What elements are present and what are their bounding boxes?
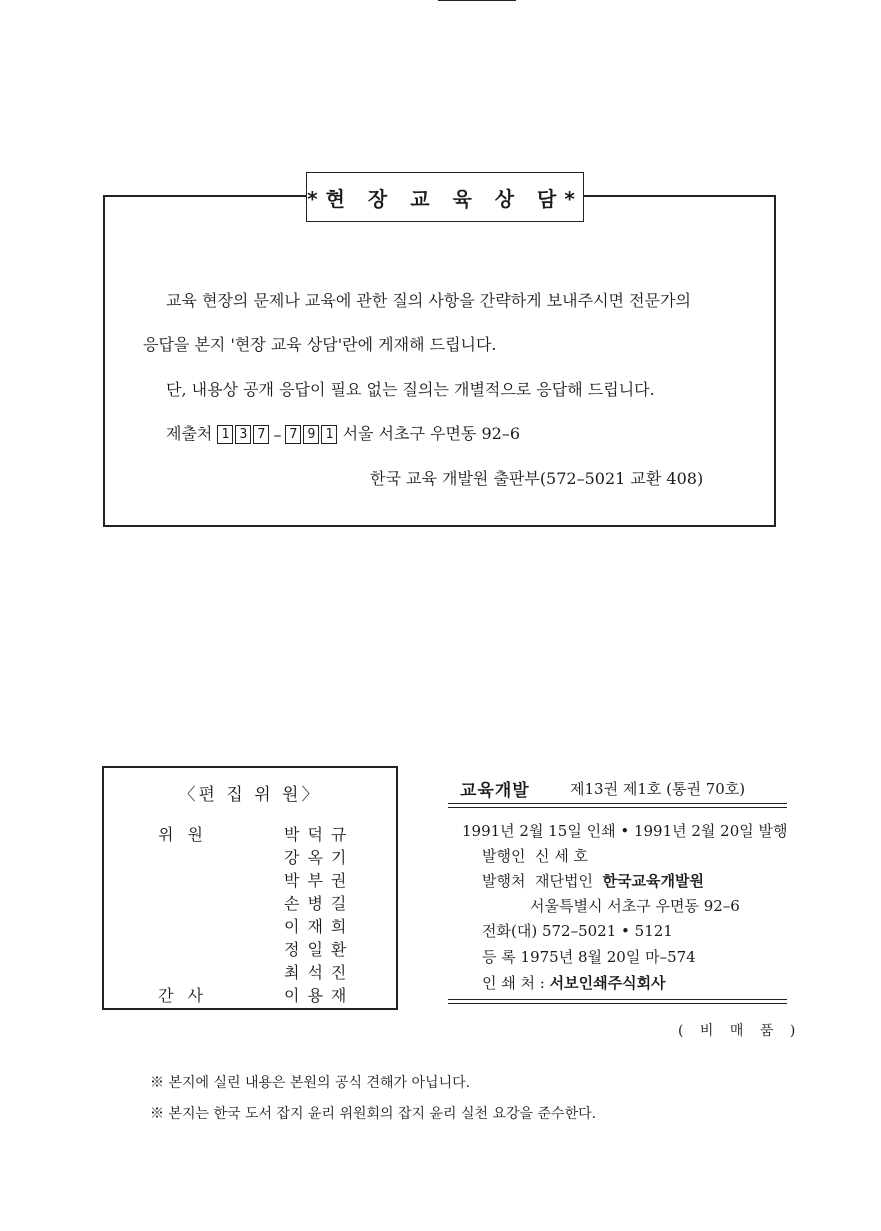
phone-label: 전화(대): [482, 922, 538, 940]
postal-digit: 9: [303, 425, 319, 444]
printer-label: 인 쇄 처 :: [482, 974, 545, 992]
issuer-address: 서울특별시 서초구 우면동 92–6: [530, 897, 740, 915]
postal-code-boxes: [217, 425, 337, 444]
publisher-line: [482, 845, 588, 866]
notice-2: ※ 본지는 한국 도서 잡지 윤리 위원회의 잡지 윤리 실천 요강을 준수한다.: [150, 1106, 597, 1122]
submission-address-line: [166, 421, 520, 444]
committee-member: 박부권: [284, 871, 355, 890]
address-label: 제출처: [166, 424, 213, 443]
notice-1: ※ 본지에 실린 내용은 본원의 공식 견해가 아닙니다.: [150, 1075, 471, 1091]
submission-address: 서울 서초구 우면동 92–6: [342, 424, 521, 443]
issuer-line: [482, 870, 704, 891]
postal-digit: 7: [285, 425, 301, 444]
postal-digit: 3: [235, 425, 251, 444]
publisher-name: 신 세 호: [535, 847, 589, 865]
footer-rule-top: [448, 999, 787, 1000]
committee-member: 박덕규: [284, 825, 355, 844]
committee-member: 이재희: [284, 917, 355, 936]
secretary-name: 이용재: [284, 986, 355, 1005]
editorial-committee-box: [102, 766, 398, 1010]
publication-dates: 1991년 2월 15일 인쇄 • 1991년 2월 20일 발행: [462, 822, 788, 840]
publisher-label: 발행인: [482, 847, 526, 865]
committee-member: 최석진: [284, 963, 355, 982]
postal-separator: –: [273, 425, 282, 444]
postal-digit: 1: [321, 425, 337, 444]
consultation-title: *현 장 교 육 상 담*: [306, 172, 584, 222]
consultation-paragraph-1: 교육 현장의 문제나 교육에 관한 질의 사항을 간략하게 보내주시면 전문가의: [166, 291, 691, 310]
postal-digit: 7: [253, 425, 269, 444]
not-for-sale-label: ( 비 매 품 ): [678, 1023, 802, 1039]
committee-member: 정일환: [284, 940, 355, 959]
consultation-contact: 한국 교육 개발원 출판부(572–5021 교환 408): [370, 469, 704, 488]
phone-number: 572–5021 • 5121: [541, 922, 673, 940]
postal-digit: 1: [217, 425, 233, 444]
printer-line: [482, 972, 666, 993]
committee-member: 강옥기: [284, 848, 355, 867]
publication-logo: 교육개발: [460, 781, 530, 801]
top-rule: [438, 0, 516, 1]
registration-label: 등 록: [482, 948, 516, 966]
phone-line: [482, 920, 673, 941]
members-role-label: 위원: [158, 825, 217, 844]
footer-rule-bottom: [448, 1003, 787, 1004]
publication-volume: 제13권 제1호 (통권 70호): [570, 780, 746, 798]
header-rule-top: [448, 803, 787, 804]
issuer-label: 발행처: [482, 872, 526, 890]
issuer-name: 한국교육개발원: [602, 872, 704, 890]
registration-line: [482, 946, 696, 967]
registration-info: 1975년 8월 20일 마–574: [520, 948, 696, 966]
printer-name: 서보인쇄주식회사: [549, 974, 666, 992]
secretary-role-label: 간사: [158, 986, 217, 1005]
publication-header: [460, 776, 788, 800]
header-rule-bottom: [448, 807, 787, 808]
issuer-prefix: 재단법인: [535, 872, 593, 890]
committee-member: 손병길: [284, 894, 355, 913]
editorial-committee-heading: 〈편 집 위 원〉: [178, 785, 322, 805]
consultation-paragraph-3: 단, 내용상 공개 응답이 필요 없는 질의는 개별적으로 응답해 드립니다.: [166, 380, 655, 399]
consultation-paragraph-2: 응답을 본지 '현장 교육 상담'란에 게재해 드립니다.: [143, 335, 497, 354]
